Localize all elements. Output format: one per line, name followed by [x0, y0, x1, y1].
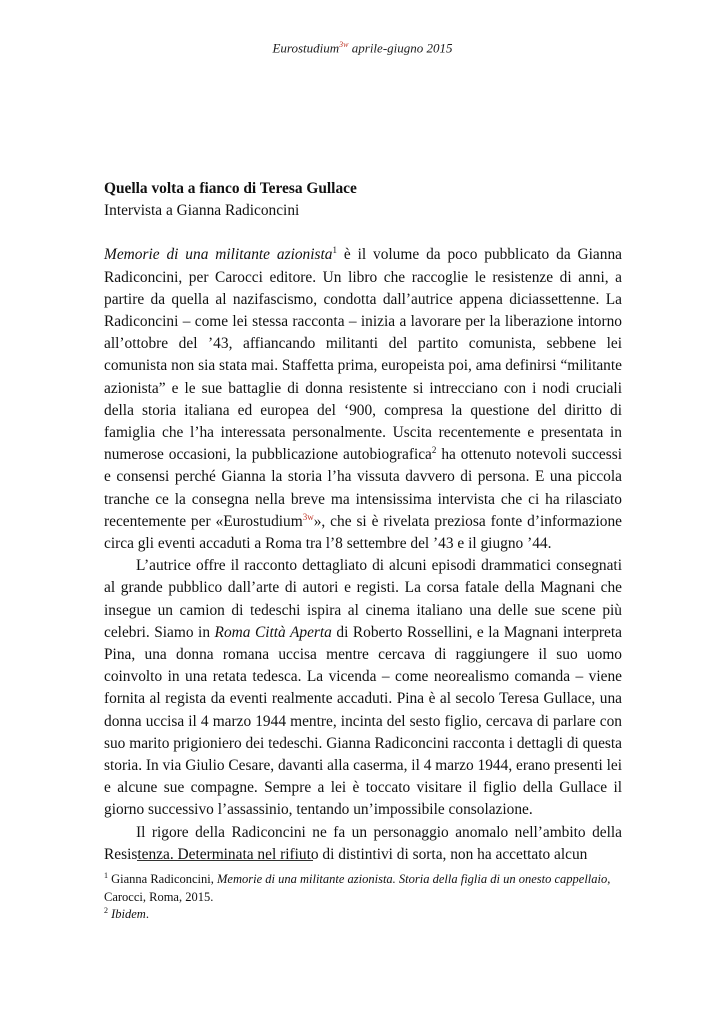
footnote-divider [137, 860, 313, 861]
journal-name: Eurostudium [272, 40, 340, 56]
journal-superscript-inline: 3w [302, 511, 314, 522]
issue-label: aprile-giugno 2015 [348, 40, 453, 56]
footnote-2 [104, 906, 622, 924]
footnote-number: 2 [104, 905, 108, 915]
journal-superscript: 3w [339, 40, 349, 49]
article-title: Quella volta a fianco di Teresa Gullace [104, 180, 357, 197]
footnote-italic: Memorie di una militante azionista. Storia della figlia di un onesto cappellaio [217, 872, 608, 886]
paragraph-3: Il rigore della Radiconcini ne fa un personaggio anomalo nell’ambito della Resistenza. Determinata nel rifiuto di distintivi di sorta, non ha accettato alcun [104, 823, 622, 863]
paragraph-2-text-a: L’autrice offre il racconto dettagliato di alcuni episodi drammatici consegnati al grande pubblico dall’arte di autori e registi. La corsa fatale della Magnani che insegue un camion di tedeschi ispira al cinema italiano una delle sue scene più celebri. Siamo in [104, 557, 622, 641]
footnote-ref-2[interactable]: 2 [431, 445, 437, 456]
footnote-text-end: . [145, 907, 149, 921]
article-subtitle: Intervista a Gianna Radiconcini [104, 202, 300, 220]
running-header [0, 40, 725, 56]
paragraph-1-text-c: », che si è rivelata preziosa fonte d’informazione circa gli eventi accaduti a Roma tra l’8 settembre del ’43 e il giugno ’44. [104, 512, 622, 553]
footnote-text-end: , Carocci, Roma, 2015. [104, 872, 611, 904]
book-title: Memorie di una militante azionista [104, 246, 333, 264]
footnote-text: Gianna Radiconcini, [108, 872, 217, 886]
paragraph-1-text-a: è il volume da poco pubblicato da Gianna Radiconcini, per Carocci editore. Un libro che raccoglie le resistenze di anni, a partire da quella al nazifascismo, condotta dall’autrice appena diciassettenne. La Radiconcini – come lei stessa racconta – inizia a lavorare per la liberazione intorno all’ottobre del ’43, affiancando militanti del partito comunista, sebbene lei comunista non sia stata mai. Staffetta prima, europeista poi, ama definirsi “militante azionista” e le sue battaglie di donna resistente si intrecciano con i nodi cruciali della storia italiana ed europea del ‘900, compresa la questione del diritto di famiglia che l’ha interessata personalmente. Uscita recentemente e presentata in numerose occasioni, la pubblicazione autobiografica [104, 246, 622, 464]
paragraph-2 [104, 555, 622, 821]
article-body [104, 178, 622, 866]
footnote-number: 1 [104, 870, 108, 880]
footnote-1 [104, 871, 622, 906]
film-title: Roma Città Aperta [214, 623, 332, 641]
footnote-italic: Ibidem [111, 907, 146, 921]
paragraph-1-text-b: ha ottenuto notevoli successi e consensi perché Gianna la storia l’ha vissuta davvero di persona. E una piccola tranche ce la consegna nella breve ma intensissima intervista che ci ha rilasciato recentemente per «Eurostudium [104, 446, 622, 530]
footnotes [104, 871, 622, 924]
paragraph-2-text-b: di Roberto Rossellini, e la Magnani interpreta Pina, una donna romana uccisa mentre cercava di raggiungere il suo uomo coinvolto in una retata tedesca. La vicenda – come neorealismo comanda – viene fornita al regista da eventi realmente accaduti. Pina è al secolo Teresa Gullace, una donna uccisa il 4 marzo 1944 mentre, incinta del sesto figlio, cercava di parlare con suo marito prigioniero dei tedeschi. Gianna Radiconcini racconta i dettagli di questa storia. In via Giulio Cesare, davanti alla caserma, il 4 marzo 1944, erano presenti lei e alcune sue compagne. Sempre a lei è toccato visitare il figlio della Gullace il giorno successivo l’assassinio, tentando un’impossibile consolazione. [104, 623, 622, 819]
footnote-ref-1[interactable]: 1 [332, 245, 337, 256]
paragraph-1 [104, 244, 622, 555]
